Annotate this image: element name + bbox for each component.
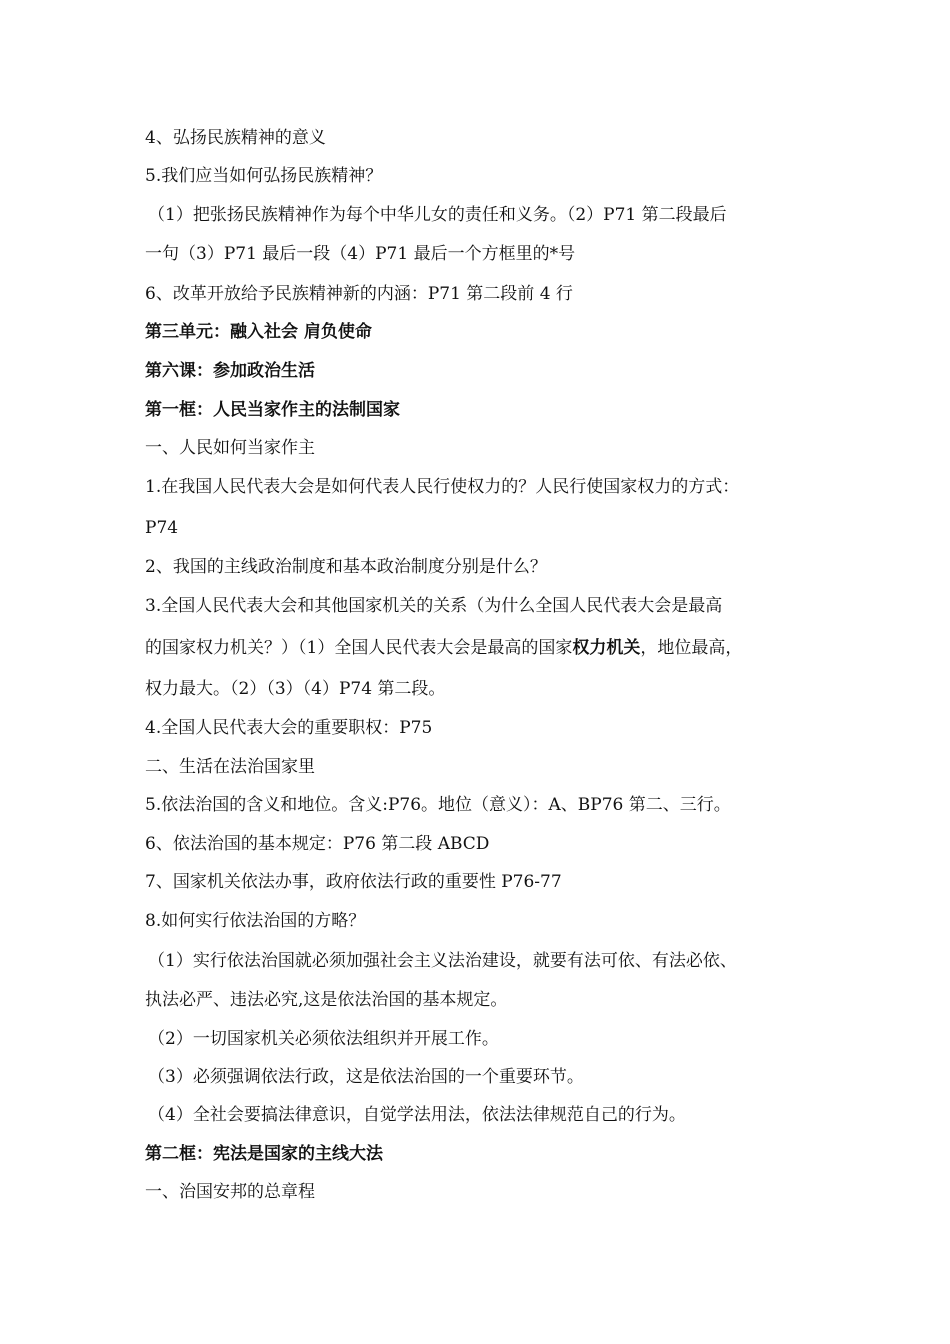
section-heading: 第一框：人民当家作主的法制国家	[145, 400, 400, 420]
text-line: 一、人民如何当家作主	[145, 438, 315, 458]
text-segment: ，地位最高，	[640, 638, 743, 658]
text-line	[145, 636, 835, 660]
unit-heading: 第三单元：融入社会 肩负使命	[145, 322, 372, 342]
text-line: 3.全国人民代表大会和其他国家机关的关系（为什么全国人民代表大会是最高	[145, 596, 723, 616]
text-line: （1）把张扬民族精神作为每个中华儿女的责任和义务。（2）P71 第二段最后	[148, 205, 727, 225]
text-line: 8.如何实行依法治国的方略？	[145, 911, 366, 931]
text-line: 权力最大。（2）（3）（4）P74 第二段。	[145, 679, 446, 699]
text-line: 执法必严、违法必究,这是依法治国的基本规定。	[145, 990, 508, 1010]
text-line: 6、改革开放给予民族精神新的内涵：P71 第二段前 4 行	[145, 284, 573, 304]
text-line: 7、国家机关依法办事，政府依法行政的重要性 P76-77	[145, 872, 562, 892]
text-line: 一、治国安邦的总章程	[145, 1182, 315, 1202]
text-line: 2、我国的主线政治制度和基本政治制度分别是什么？	[145, 557, 547, 577]
text-line: 5.依法治国的含义和地位。含义:P76。地位（意义）：A、BP76 第二、三行。	[145, 795, 731, 815]
emphasized-text: 权力机关	[572, 638, 641, 658]
text-line: 4、弘扬民族精神的意义	[145, 128, 326, 148]
text-segment: 的国家权力机关？）（1）全国人民代表大会是最高的国家	[145, 638, 573, 658]
text-line: P74	[145, 518, 179, 538]
section-heading: 第二框：宪法是国家的主线大法	[145, 1144, 383, 1164]
text-line: 二、生活在法治国家里	[145, 757, 315, 777]
text-line: 6、依法治国的基本规定：P76 第二段 ABCD	[145, 834, 490, 854]
text-line: （2）一切国家机关必须依法组织并开展工作。	[148, 1029, 499, 1049]
lesson-heading: 第六课：参加政治生活	[145, 361, 315, 381]
text-line: （3）必须强调依法行政，这是依法治国的一个重要环节。	[148, 1067, 584, 1087]
text-line: 1.在我国人民代表大会是如何代表人民行使权力的？人民行使国家权力的方式：	[145, 477, 740, 497]
text-line: （1）实行依法治国就必须加强社会主义法治建设，就要有法可依、有法必依、	[148, 951, 737, 971]
text-line: 4.全国人民代表大会的重要职权：P75	[145, 718, 433, 738]
text-line: 一句（3）P71 最后一段（4）P71 最后一个方框里的*号	[145, 244, 576, 264]
text-line: （4）全社会要搞法律意识，自觉学法用法，依法法律规范自己的行为。	[148, 1105, 686, 1125]
text-line: 5.我们应当如何弘扬民族精神？	[145, 166, 383, 186]
